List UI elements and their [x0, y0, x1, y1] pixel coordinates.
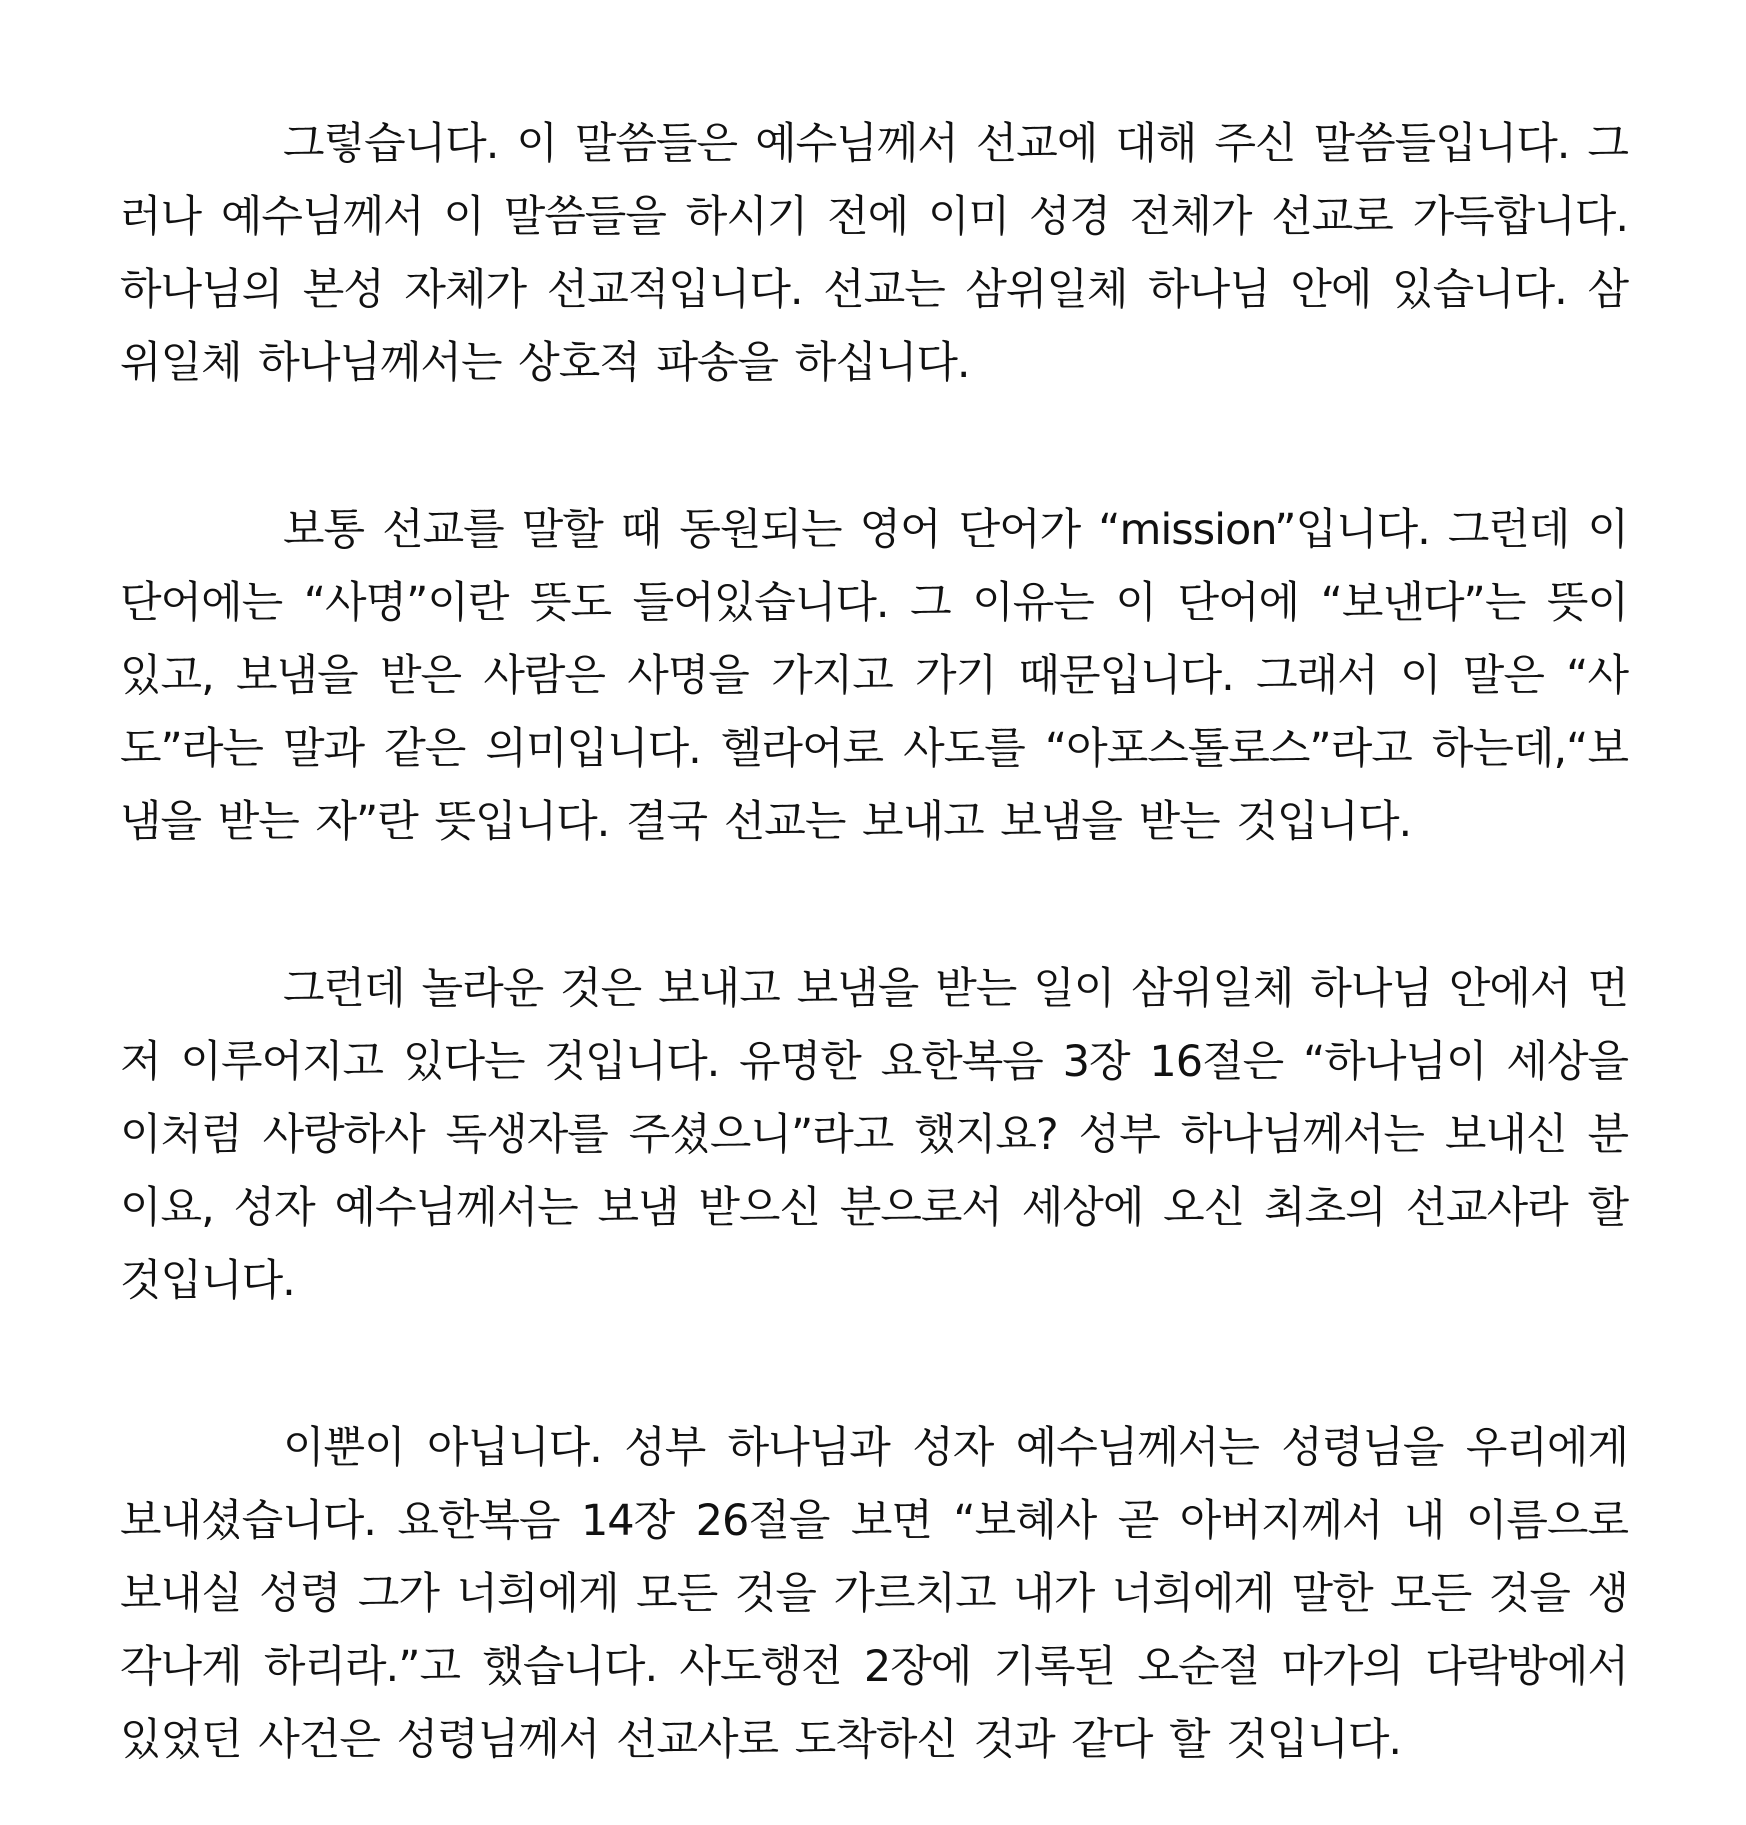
paragraph-3: 그런데 놀라운 것은 보내고 보냄을 받는 일이 삼위일체 하나님 안에서 먼저 이루어지고 있다는 것입니다. 유명한 요한복음 3장 16절은 “하나님이 세상을 이처럼 사랑하사 독생자를 주셨으니”라고 했지요? 성부 하나님께서는 보내신 분이요, 성자 예수님께서는 보냄 받으신 분으로서 세상에 오신 최초의 선교사라 할 것입니다.	[120, 964, 1628, 1306]
paragraph-4: 이뿐이 아닙니다. 성부 하나님과 성자 예수님께서는 성령님을 우리에게 보내셨습니다. 요한복음 14장 26절을 보면 “보혜사 곧 아버지께서 내 이름으로 보내실 성령 그가 너희에게 모든 것을 가르치고 내가 너희에게 말한 모든 것을 생각나게 하리라.”고 했습니다. 사도행전 2장에 기록된 오순절 마가의 다락방에서 있었던 사건은 성령님께서 선교사로 도착하신 것과 같다 할 것입니다.	[120, 1423, 1628, 1765]
document-body	[120, 108, 1628, 1777]
paragraph-1: 그렇습니다. 이 말씀들은 예수님께서 선교에 대해 주신 말씀들입니다. 그러나 예수님께서 이 말씀들을 하시기 전에 이미 성경 전체가 선교로 가득합니다. 하나님의 본성 자체가 선교적입니다. 선교는 삼위일체 하나님 안에 있습니다. 삼위일체 하나님께서는 상호적 파송을 하십니다.	[120, 119, 1628, 388]
paragraph-2: 보통 선교를 말할 때 동원되는 영어 단어가 “mission”입니다. 그런데 이 단어에는 “사명”이란 뜻도 들어있습니다. 그 이유는 이 단어에 “보낸다”는 뜻이 있고, 보냄을 받은 사람은 사명을 가지고 가기 때문입니다. 그래서 이 말은 “사도”라는 말과 같은 의미입니다. 헬라어로 사도를 “아포스톨로스”라고 하는데,“보냄을 받는 자”란 뜻입니다. 결국 선교는 보내고 보냄을 받는 것입니다.	[120, 505, 1628, 847]
